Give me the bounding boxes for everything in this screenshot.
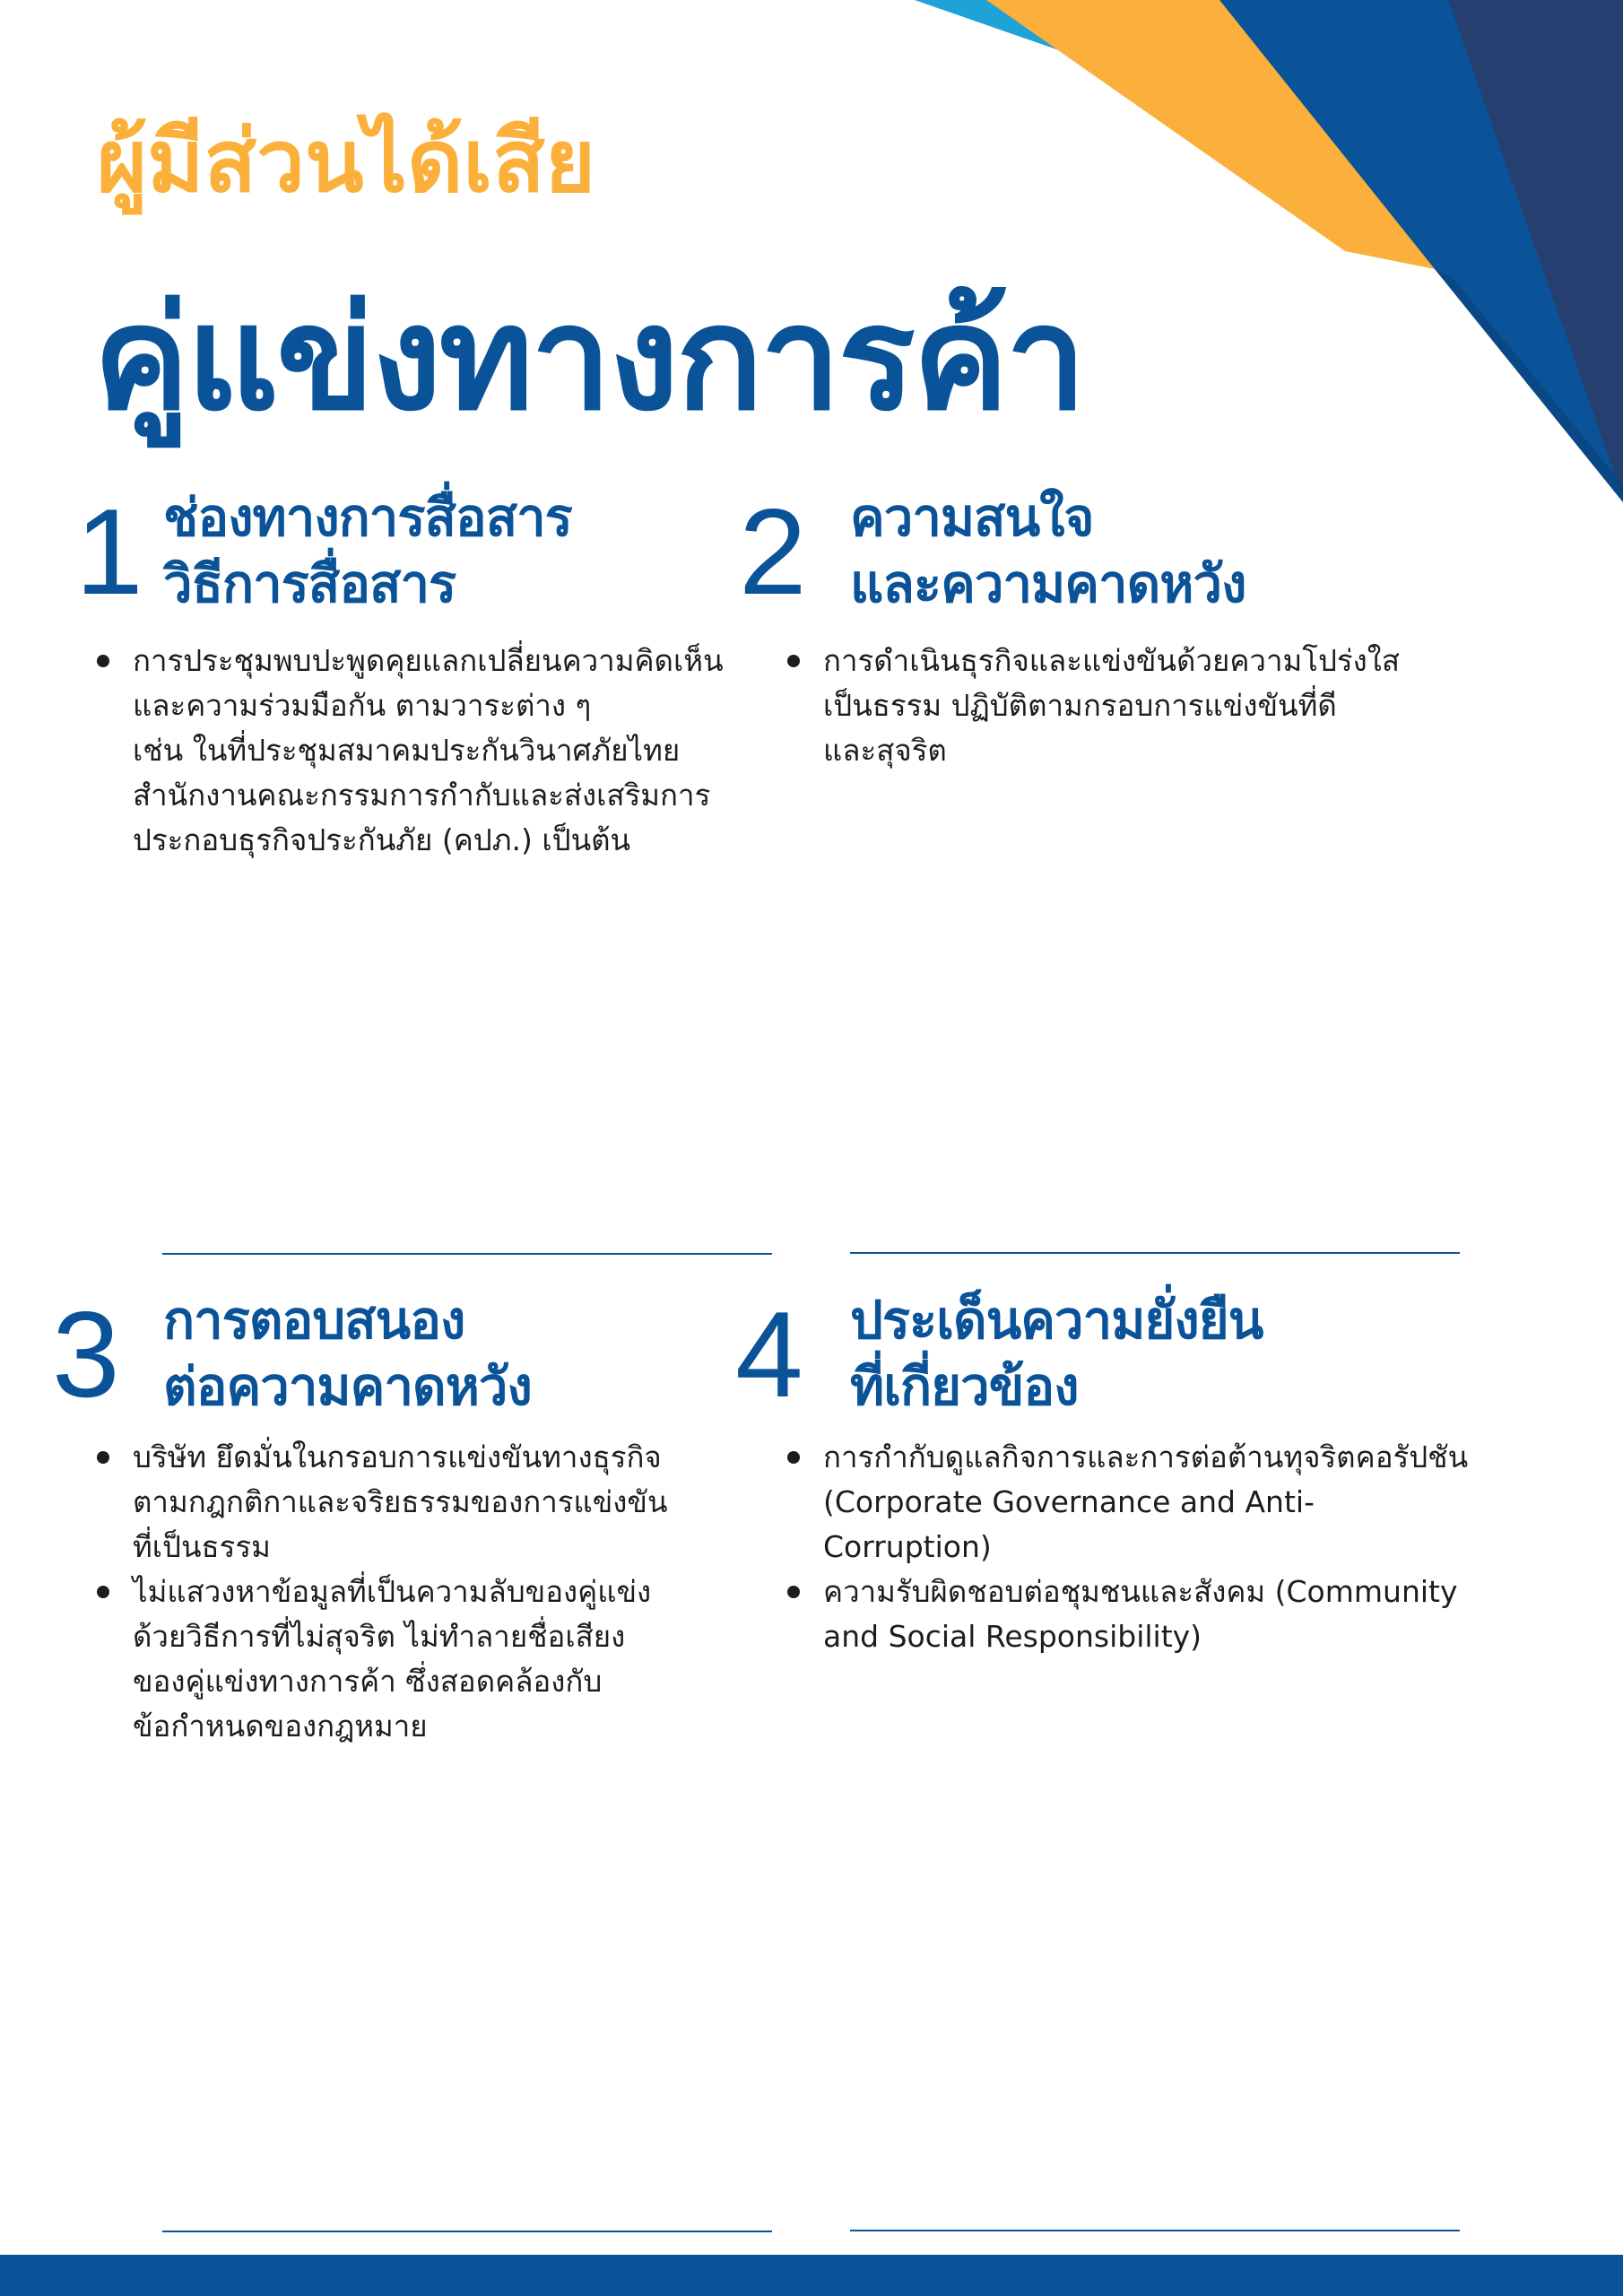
- bullet-list: [91, 1435, 668, 1749]
- list-item: [91, 1435, 668, 1570]
- bullet-line: ของคู่แข่งทางการค้า ซึ่งสอดคล้องกับ: [133, 1664, 603, 1699]
- divider-rule: [162, 1253, 772, 1255]
- list-item: [91, 639, 724, 863]
- section-title: [163, 484, 572, 617]
- bullet-line: เช่น ในที่ประชุมสมาคมประกันวินาศภัยไทย: [133, 733, 681, 768]
- bullet-line: and Social Responsibility): [823, 1619, 1202, 1654]
- section-title-line: การตอบสนอง: [163, 1290, 465, 1351]
- corner-navy-panel: [1448, 0, 1623, 498]
- section-title-line: วิธีการสื่อสาร: [163, 553, 456, 614]
- bullet-list: [91, 639, 724, 863]
- bullet-line: และความร่วมมือกัน ตามวาระต่าง ๆ: [133, 688, 592, 723]
- footer-bar: [0, 2255, 1623, 2296]
- bullet-dot-icon: [787, 1586, 800, 1598]
- list-item: [782, 639, 1400, 773]
- bullet-line: สำนักงานคณะกรรมการกำกับและส่งเสริมการ: [133, 778, 711, 813]
- bullet-line: ความรับผิดชอบต่อชุมชนและสังคม (Community: [823, 1574, 1458, 1609]
- bullet-line: ไม่แสวงหาข้อมูลที่เป็นความลับของคู่แข่ง: [133, 1574, 652, 1609]
- section-title-line: ต่อความคาดหวัง: [163, 1356, 532, 1417]
- bullet-dot-icon: [787, 655, 800, 667]
- section-number: 1: [75, 483, 143, 620]
- bullet-line: บริษัท ยึดมั่นในกรอบการแข่งขันทางธุรกิจ: [133, 1439, 662, 1474]
- bullet-dot-icon: [97, 1451, 109, 1464]
- bullet-line: เป็นธรรม ปฏิบัติตามกรอบการแข่งขันที่ดี: [823, 688, 1337, 723]
- bullet-line: ประกอบธุรกิจประกันภัย (คปภ.) เป็นต้น: [133, 822, 631, 857]
- corner-shadow: [1435, 269, 1623, 502]
- section-title-line: และความคาดหวัง: [850, 553, 1246, 614]
- bullet-line: ที่เป็นธรรม: [133, 1529, 271, 1564]
- bullet-line: การกำกับดูแลกิจการและการต่อต้านทุจริตคอรัปชัน: [823, 1439, 1469, 1474]
- section-title: [163, 1287, 532, 1420]
- list-item: [782, 1570, 1468, 1659]
- bullet-line: และสุจริต: [823, 733, 947, 768]
- divider-rule: [850, 2230, 1460, 2231]
- corner-light-blue-stripe: [915, 0, 1121, 72]
- section-number: 2: [739, 483, 807, 620]
- divider-rule: [850, 1252, 1460, 1254]
- bullet-line: ข้อกำหนดของกฎหมาย: [133, 1709, 428, 1744]
- section-title-line: ช่องทางการสื่อสาร: [163, 487, 572, 548]
- bullet-list: [782, 639, 1400, 773]
- corner-yellow-stripe: [986, 0, 1435, 269]
- divider-rule: [162, 2231, 772, 2232]
- list-item: [782, 1435, 1468, 1570]
- page-title: คู่แข่งทางการค้า: [93, 274, 1084, 442]
- bullet-dot-icon: [97, 1586, 109, 1598]
- bullet-line: Corruption): [823, 1529, 992, 1564]
- section-title-line: ที่เกี่ยวข้อง: [850, 1356, 1079, 1417]
- bullet-list: [782, 1435, 1468, 1659]
- bullet-dot-icon: [787, 1451, 800, 1464]
- section-title: [850, 484, 1245, 617]
- section-number: 3: [52, 1286, 120, 1422]
- bullet-dot-icon: [97, 655, 109, 667]
- bullet-line: ด้วยวิธีการที่ไม่สุจริต ไม่ทำลายชื่อเสียง: [133, 1619, 626, 1654]
- section-number: 4: [735, 1286, 803, 1422]
- section-title-line: ความสนใจ: [850, 487, 1094, 548]
- bullet-line: (Corporate Governance and Anti-: [823, 1484, 1315, 1519]
- eyebrow-stakeholder: ผู้มีส่วนได้เสีย: [97, 111, 595, 212]
- bullet-line: ตามกฎกติกาและจริยธรรมของการแข่งขัน: [133, 1484, 668, 1519]
- list-item: [91, 1570, 668, 1749]
- bullet-line: การดำเนินธุรกิจและแข่งขันด้วยความโปร่งใส: [823, 643, 1401, 678]
- bullet-line: การประชุมพบปะพูดคุยแลกเปลี่ยนความคิดเห็น: [133, 643, 724, 678]
- section-title-line: ประเด็นความยั่งยืน: [850, 1290, 1263, 1351]
- section-title: [850, 1287, 1263, 1420]
- corner-blue-panel: [1219, 0, 1623, 502]
